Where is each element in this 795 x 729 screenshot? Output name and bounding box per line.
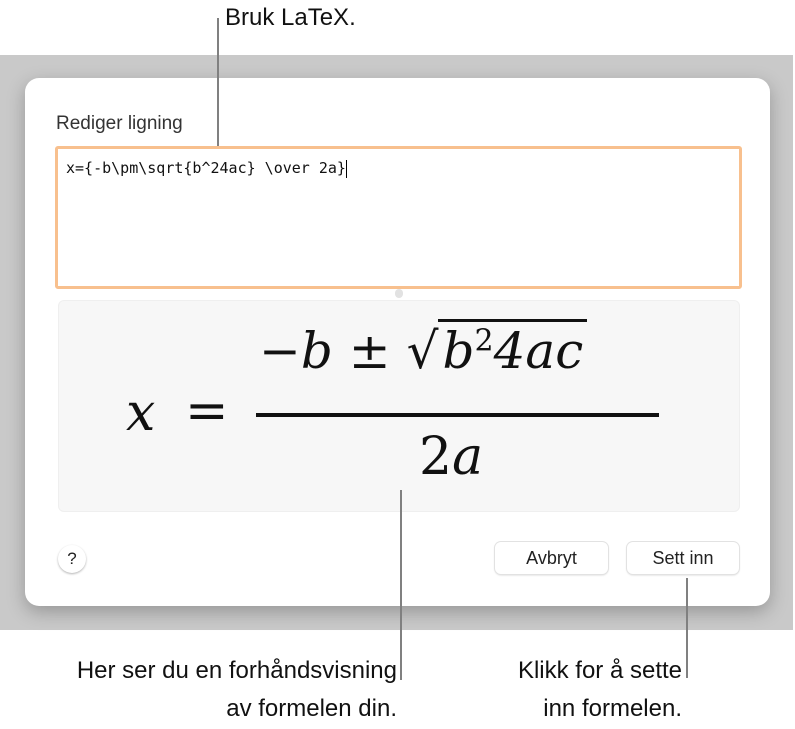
insert-button[interactable]: Sett inn xyxy=(627,542,739,574)
callout-insert-line1: Klikk for å sette xyxy=(517,657,682,684)
cancel-button[interactable]: Avbryt xyxy=(495,542,608,574)
preview-den-a: a xyxy=(452,427,484,487)
preview-rest: 4ac xyxy=(493,322,584,380)
preview-pm: ± xyxy=(332,322,407,380)
latex-text-wrap xyxy=(66,159,347,178)
latex-input[interactable] xyxy=(55,146,742,289)
preview-denominator xyxy=(419,427,483,487)
callout-latex: Bruk LaTeX. xyxy=(225,4,356,31)
preview-radicand xyxy=(438,319,587,380)
callout-preview-line2: av formelen din. xyxy=(226,695,397,722)
fraction-bar xyxy=(256,413,659,417)
preview-exponent: 2 xyxy=(474,323,494,359)
preview-minus-b: −b xyxy=(259,322,333,380)
sqrt-icon: √ xyxy=(406,322,439,380)
callout-insert xyxy=(518,652,682,728)
callout-line-preview xyxy=(400,490,402,680)
preview-den-2: 2 xyxy=(419,427,453,487)
callout-preview-line1: Her ser du en forhåndsvisning xyxy=(76,657,397,684)
callout-line-insert xyxy=(686,578,688,678)
resize-handle[interactable] xyxy=(395,289,403,298)
text-caret xyxy=(346,160,347,178)
preview-x: x xyxy=(126,383,156,443)
preview-numerator xyxy=(259,319,587,380)
preview-equals: = xyxy=(185,381,229,441)
help-button[interactable]: ? xyxy=(58,545,86,573)
dialog-title: Rediger ligning xyxy=(56,113,183,134)
callout-insert-line2: inn formelen. xyxy=(543,695,682,722)
equation-preview xyxy=(58,300,740,512)
callout-preview xyxy=(77,652,397,728)
callout-line-latex xyxy=(217,18,219,146)
latex-text: x={-b\pm\sqrt{b^24ac} \over 2a} xyxy=(66,159,346,177)
preview-b: b xyxy=(442,322,475,380)
